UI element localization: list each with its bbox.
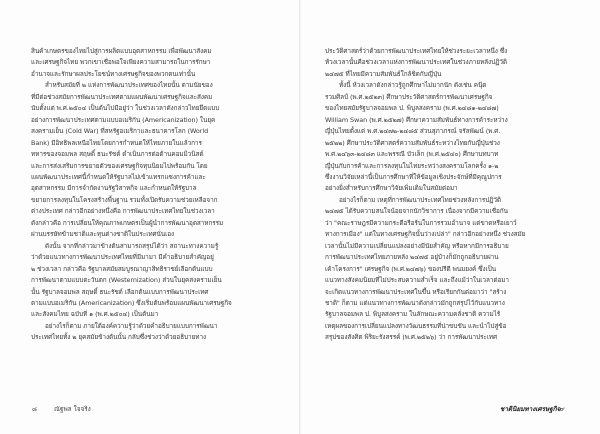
body-line: การพัฒนาประเทศไทยภายหลัง ๒๔๗๕ อยู่บ้างก็มักถูกอธิบายผ่าน <box>325 253 499 262</box>
body-line: ที่มีต่อช่วงสมัยการพัฒนาประเทศตามแผนพัฒนาเศรษฐกิจและสังคม <box>31 92 213 101</box>
body-line: สงครามเย็น (Cold War) ที่สหรัฐอเมริกาและธนาคารโลก (World <box>31 127 209 136</box>
body-line: จะเกิดแนวทางการพัฒนาประเทศในขึ้น หรือเรียกกันต่อมาว่า "สร้าง <box>325 287 507 296</box>
left-page-body <box>31 46 277 384</box>
body-line: เวลานั้นไม่มีความเปลี่ยนแปลงอย่างมีนัยสำคัญ หรือหากมีการอธิบาย <box>325 241 509 250</box>
body-line: ตามแบบอเมริกัน (Americanization) ซึ่งเริ่มต้นพร้อมแผนพัฒนาเศรษฐกิจ <box>31 298 232 307</box>
body-line: ว่าด้วยแนวทางการพัฒนาประเทศไทยที่มีมามา มีคำอธิบายสำคัญอยู่ <box>31 253 214 262</box>
running-footer-title: ชาตินิยมทางเศรษฐกิจ <box>500 405 561 413</box>
book-gutter <box>299 0 301 434</box>
body-line: นับตั้งแต่ พ.ศ.๒๕๐๔ เป็นต้นไปมีอยู่ว่า ในช่วงเวลาดังกล่าวไทยยึดแบบ <box>31 104 220 113</box>
body-line: แผนพัฒนาประเทศนี้กำหนดให้รัฐบาลไม่เข้าแทรกแซงการค้าและ <box>31 172 206 181</box>
body-line: และเศรษฐกิจไทย พวกเขาเชื่อพอใจเพียงความสามารถในการรักษา <box>31 58 211 67</box>
body-line: Bank) มีอิทธิพลเหนือไทยโดยการกำหนดให้ไทยภายในแล้วการ <box>31 138 202 147</box>
right-page-number: ๙ <box>560 405 565 413</box>
body-line: William Swan (พ.ศ.๒๕๒๗) ศึกษาความสัมพันธ์ทางการค้าระหว่าง <box>325 115 508 124</box>
body-line: ชาติ" ก็ตาม แต่แนวทางการพัฒนาดังกล่าวมักถูกสรุปไว้กับแนวทาง <box>325 298 505 307</box>
body-line: นั้น รัฐบาลจอมพล สฤษดิ์ ธนะรัชต์ เลือกต้นแบบการพัฒนาประเทศ <box>31 287 209 296</box>
body-line: อย่างไรก็ตาม เหตุที่การพัฒนาประเทศไทยช่วงหลังการปฏิวัติ <box>339 195 502 204</box>
body-line: ๒๔๗๕ ที่ไทยมีความสัมพันธ์ใกล้ชิดกับญี่ปุ่น <box>325 69 442 78</box>
body-line: ญี่ปุ่นกับการค้าและการลงทุนในไทยระหว่างสงครามโลกครั้ง ๑-๒ <box>325 161 499 170</box>
body-line: อำนาจและรักษาผลประโยชน์ทางเศรษฐกิจของพวกตนเท่านั้น <box>31 69 196 78</box>
body-line: ประเทศไทยทั้ง ๒ ยุคสมัยข้างต้นนั้น กลับซึ่งช่วงว่าด้วยอธิบายทาง <box>31 333 207 342</box>
running-footer-author: ณัฐพล ใจจริง <box>54 405 91 413</box>
body-line: การพัฒนาตามแบบตะวันตก (Westernization) ส่วนในยุคสงครามเย็น <box>31 276 222 285</box>
body-line: ๒ ช่วงเวลา กล่าวคือ รัฐบาลสมัยสมบูรณาญาสิทธิราชย์เลือกต้นแบบ <box>31 264 213 273</box>
body-line: ๒๔๗๕ ได้รับความสนใจน้อยจากนักวิชาการ เนื่องจากมีความเชื่อกัน <box>325 207 508 216</box>
body-line: พ.ศ.๒๔๖๓-๒๔๘๓ และพรรณี บัวเล็ก (พ.ศ.๒๕๔๐) ศึกษาบทบาท <box>325 150 499 159</box>
body-line: ว่า "คณะราษฎรมีความกระตือรือร้นในการรวมอำนาจ แต่ขาดหรือเยาว์ <box>325 218 517 227</box>
right-page-body <box>325 46 571 384</box>
body-line: ดังกล่าวคือ การเปลี่ยนให้คุณภาพเกษตรเป็นผู้นำการพัฒนาอุตสาหกรรม <box>31 218 224 227</box>
body-line: เค้าโครงการ" เศรษฐกิจ (พ.ศ.๒๔๗๖) ของปรีดี พนมยงค์ ซึ่งเป็น <box>325 264 497 273</box>
left-page-number: ๘ <box>32 405 37 413</box>
body-line: อย่างการพัฒนาประเทศตามแบบอเมริกัน (Americanization) ในยุค <box>31 115 216 124</box>
body-line: แนวทางสังคมนิยมที่ไม่ประสบความสำเร็จ และถึงแม้ว่าในเวลาต่อมา <box>325 276 509 285</box>
body-line: สำหรับสมัยที่ ๒ แห่งการพัฒนาประเทศของไทยนั้น ตามนัยของ <box>45 81 213 90</box>
body-line: และการส่งเสริมการขยายตัวของเศรษฐกิจทุนนิยมไปพร้อมกัน โดย <box>31 161 208 170</box>
body-line: สรุปของสังศิต พิริยะรังสรรค์ (พ.ศ.๒๕๒๖) ว่า การพัฒนาประเทศ <box>325 333 498 342</box>
body-line: ทั้งนี้ ห้วงเวลาดังกล่าวรู้ถูกศึกษาไม่มากนัก ดังเช่น คนุ๊ต <box>339 81 487 90</box>
body-line: ๒๕๒๒) ศึกษาประวัติศาสตร์ความสัมพันธ์ระหว่างไทยกับญี่ปุ่นช่วง <box>325 138 500 147</box>
body-line: ของไทยสมัยรัฐบาลจอมพล ป. พิบูลสงคราม (พ.ศ.๒๔๘๑-๒๔๘๗) <box>325 104 499 113</box>
body-line: อุตสาหกรรม มีการจำกัดงานรัฐวิสาหกิจ และกำหนดให้รัฐบาล <box>31 184 197 193</box>
body-line: ญี่ปุ่นไทยตั้งแต่ พ.ศ.๒๔๗๒-๒๔๘๕ ส่วนสุภาภรณ์ จรัลพัฒน์ (พ.ศ. <box>325 127 501 136</box>
body-line: ประวัติศาสตร์ว่าด้วยการพัฒนาประเทศไทยให้ช่วงระยะเวลาหนึ่ง ซึ่ง <box>325 47 508 55</box>
body-line: ทหารของจอมพล สฤษดิ์ ธนะรัชต์ ดำเนินการต่อต้านคอมมิวนิสต์ <box>31 150 204 159</box>
body-line: ทางการเมือง" แต่ในทางเศรษฐกิจนั้นว่างเปล่า" กล่าวอีกอย่างหนึ่ง ช่วงสมัย <box>325 230 526 239</box>
body-line: และสังคมไทย ฉบับที่ ๑ (พ.ศ.๒๕๐๔) เป็นต้นมา <box>31 310 159 319</box>
body-line: ดังนั้น จากที่กล่าวมาข้างต้นสามารถสรุปได้ว่า สถานะทางความรู้ <box>45 241 219 250</box>
body-line: ซึ่งงานวิจัยเหล่านี้เป็นการศึกษาที่ให้ข้อมูลเชิงประจักษ์ที่มีคุณูปการ <box>325 172 502 181</box>
body-line: ต่างประเทศ กล่าวอีกอย่างหนึ่งคือ การพัฒนาประเทศไทยในช่วงเวลา <box>31 207 215 216</box>
body-line: รัฐบาลจอมพล ป. พิบูลสงคราม ในลักษณะความคลั่งชาติ ความไร้ <box>325 310 501 319</box>
body-line: ผ่านบรรษัทข้ามชาติและทุนต่างชาติในประเทศนั่นเอง <box>31 230 175 239</box>
body-line: รวมศิลป์ (พ.ศ.๒๕๒๓) ศึกษาประวัติศาสตร์การพัฒนาเศรษฐกิจ <box>325 92 493 101</box>
body-line: ขยายการลงทุนในโครงสร้างพื้นฐาน รวมทั้งเปิดรับความช่วยเหลือจาก <box>31 195 218 204</box>
body-line: สินค้าเกษตรของไทยไปสู่การผลิตแบบอุตสาหกรรม เพื่อพัฒนาสังคม <box>31 47 212 55</box>
body-line: อย่างไรก็ตาม ภายใต้องค์ความรู้ว่าด้วยคำอธิบายแบบการพัฒนา <box>45 321 218 330</box>
body-line: เหตุผลของการเปลี่ยนแปลงทางวัฒนธรรมที่น่าขบขัน และนำไปสู่ข้อ <box>325 321 507 330</box>
body-line: อย่างยิ่งสำหรับการศึกษาวิจัยเพิ่มเติมในสมัยต่อมา <box>325 184 458 193</box>
body-line: ห้วงเวลานั้นคือช่วงเวลาแห่งการพัฒนาประเทศในช่วงภายหลังปฏิวัติ <box>325 58 507 67</box>
